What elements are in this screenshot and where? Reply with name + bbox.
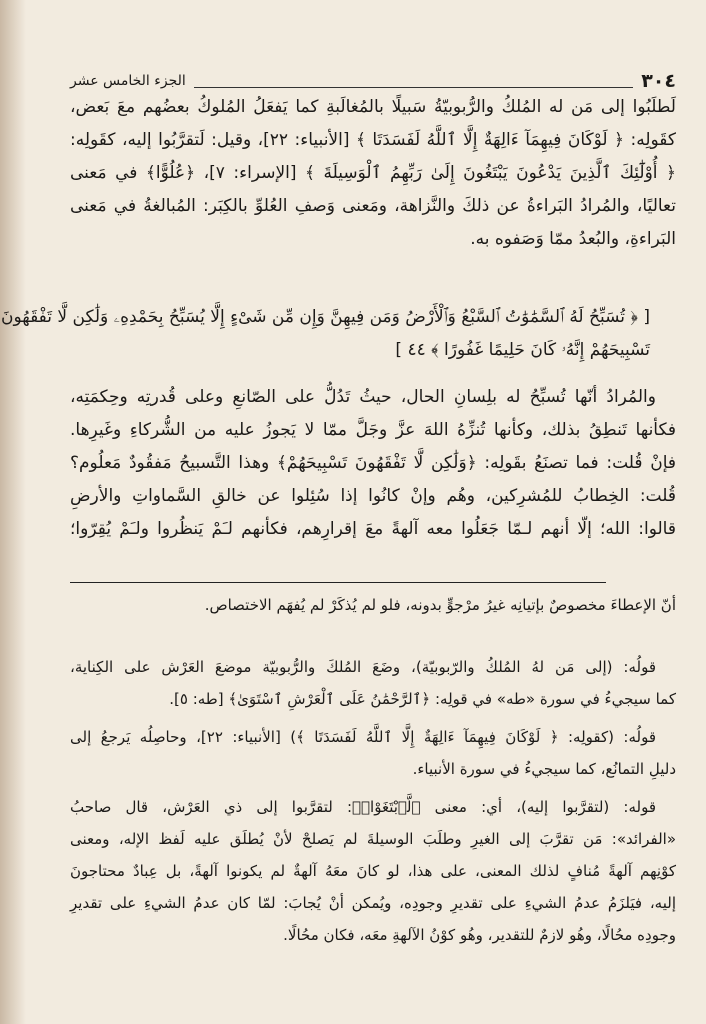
- header-rule: [194, 75, 633, 88]
- text-line: البَراءةِ، والبُعدُ ممّا وَصَفوه به.: [470, 229, 676, 249]
- text-line: والمُرادُ أنّها تُسبِّحُ له بلِسانِ الحال، حيثُ تَدُلُّ على الصّانعِ وعلى قُدرتِه وحِكمَتِه،: [70, 387, 656, 407]
- running-header: [70, 68, 676, 94]
- verse-line: تَسْبِيحَهُمْ إِنَّهُۥ كَانَ حَلِيمًا غَفُورًا ﴾ ٤٤ ]: [395, 340, 650, 360]
- text-line: قُلت: الخِطابُ للمُشرِكين، وهُم وإنْ كانُوا إذا سُئِلوا عن خالقِ السَّماواتِ والأرضِ: [70, 486, 676, 506]
- footnote-line: كما سيجيءُ في سورة «طه» في قولِه: ﴿ٱلرَّحْمَٰنُ عَلَى ٱلْعَرْشِ ٱسْتَوَىٰ﴾ [طه: ٥].: [169, 690, 676, 708]
- page-number: ٣٠٤: [641, 70, 676, 92]
- text-line: ﴿ أُوْلَٰٓئِكَ ٱلَّذِينَ يَدْعُونَ يَبْتَغُونَ إِلَىٰ رَبِّهِمُ ٱلْوَسِيلَةَ ﴾ [الإسراء: ٧]، ﴿عُلُوًّا﴾ في مَعنى: [70, 163, 676, 183]
- footnote-line: كوْنِهم آلهةً مُنافٍ لذلك المعنى، على هذا، لو كانَ معَهُ آلهةٌ لم يكونوا آلهةً، بل عِبادٌ محتاجونَ: [70, 862, 676, 880]
- footnote-line: أنّ الإعطاءَ مخصوصٌ بإتيانِه غيرُ مرْجوٍّ بدونه، فلو لم يُذكَرْ لم يُفهَم الاختصاص.: [204, 596, 676, 614]
- footnote-line: قولُه: (كقولِه: ﴿ لَوْكَانَ فِيهِمَآ ءَالِهَةٌ إِلَّا ٱللَّهُ لَفَسَدَتَا ﴾) [الأنبياء: ٢٢]، وحاصِلُه يَرجعُ إلى: [70, 728, 656, 746]
- text-line: تعاليًا، والمُرادُ البَراءةُ عن ذلكَ والنَّزاهة، ومَعنى وَصفِ العُلوِّ بالكِبَر: المُبالغةُ في مَعنى: [70, 196, 676, 216]
- footnote-line: قوله: (لتقرَّبوا إليه)، أي: معنى ﴿لَّٱبْتَغَوْا۟﴾: لتقرَّبوا إلى ذي العَرْش، قال صاحبُ: [70, 798, 656, 816]
- footnote-line: وجودِه محُالًا، وهُو لازمٌ للتقدير، وهُو كوْنُ الآلهةِ معَه، فكان محُالًا.: [283, 926, 676, 944]
- running-title: الجزء الخامس عشر: [70, 73, 186, 89]
- footnote-separator: [70, 582, 606, 583]
- footnote-line: «الفرائد»: مَن تقرَّبَ إلى الغيرِ وطلَبَ الوسيلةَ لم يَصلحْ لأنْ يُطلَق عليه لَفظ الإله، ومعنى: [70, 830, 676, 848]
- verse-line: [ ﴿ تُسَبِّحُ لَهُ ٱلسَّمَٰوَٰتُ ٱلسَّبْعُ وَٱلْأَرْضُ وَمَن فِيهِنَّ وَإِن مِّن شَىْءٍ إِلَّا يُسَبِّحُ بِحَمْدِهِۦ وَلَٰكِن لَّا تَفْقَهُونَ: [0, 307, 650, 327]
- text-line: قالوا: الله؛ إلّا أنهم لـمّا جَعَلُوا معه آلهةً معَ إقرارِهم، فكأنهم لـَمْ يَنظُروا ولـَمْ يُقِرّوا؛: [70, 519, 676, 539]
- footnote-line: إليه، فيَلزَمُ عدمُ الشيءِ على تقديرِ وجودِه، ويُمكن أنْ يُجابَ: لمّا كان عدمُ الشيءِ على تقديرِ: [70, 894, 676, 912]
- footnote-line: قولُه: (إلى مَن لهُ المُلكُ والرّبوبيّة)، وضَعَ المُلكَ والرُّبوبيّة موضعَ العَرْش على الكِناية،: [70, 658, 656, 676]
- text-line: لَطلَبُوا إلى مَن له المُلكُ والرُّبوبيّةُ سَبيلًا بالمُغالَبةِ كما يَفعَلُ المُلوكُ بعضُهم معَ بَعض،: [70, 97, 676, 117]
- page-binding-edge: [0, 0, 26, 1024]
- text-line: كقَولِه: ﴿ لَوْكَانَ فِيهِمَآ ءَالِهَةٌ إِلَّا ٱللَّهُ لَفَسَدَتَا ﴾ [الأنبياء: ٢٢]، وقيل: لَتقرَّبُوا إليه، كقَولِه:: [70, 130, 676, 150]
- footnote-line: دليلِ التمانُع، كما سيجيءُ في سورة الأنبياء.: [412, 760, 676, 778]
- text-line: فكأنها تَنطِقُ بذلك، وكأنها تُنزِّهُ اللهَ عزَّ وجَلَّ ممّا لا يَجوزُ عليه من الشُّركاءِ وغَيرِها.: [70, 420, 676, 440]
- text-line: فإنْ قُلت: فما تصنَعُ بقَولِه: ﴿وَلَٰكِن لَّا تَفْقَهُونَ تَسْبِيحَهُمْ﴾ وهذا التَّسبيحُ مَفقُودٌ مَعلُوم؟: [70, 453, 676, 473]
